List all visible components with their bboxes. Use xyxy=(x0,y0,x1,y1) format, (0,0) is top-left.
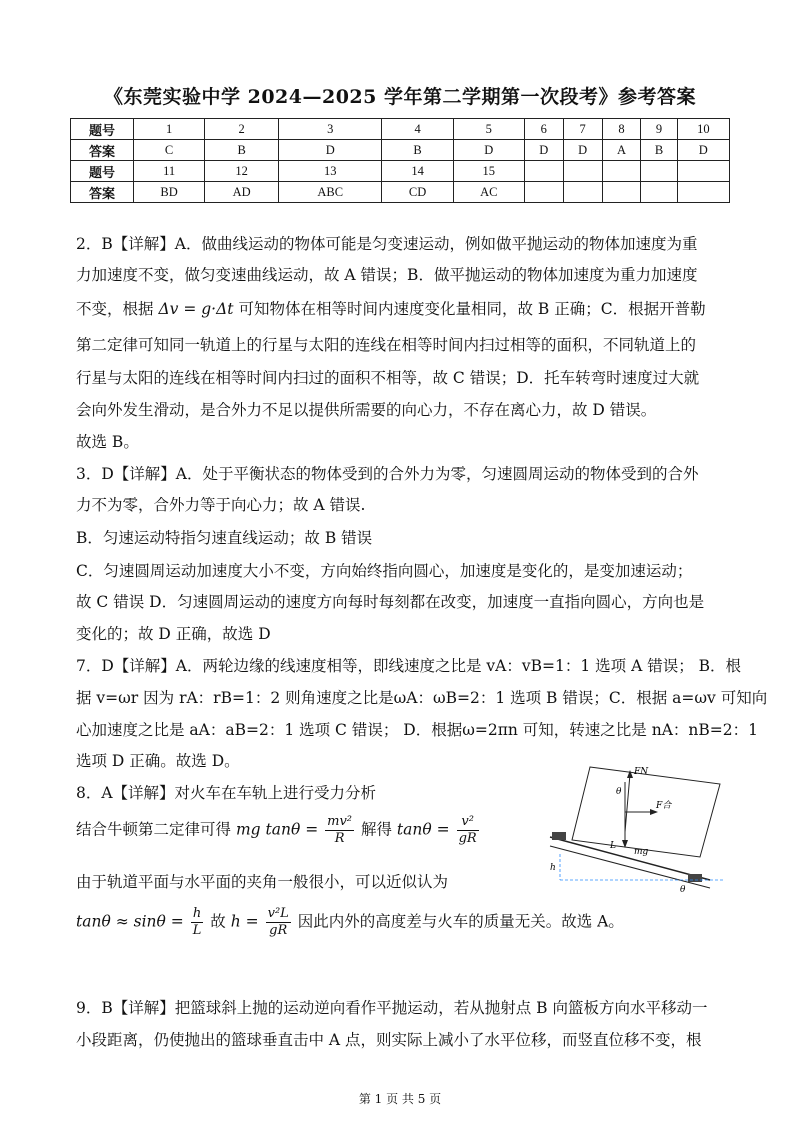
table-cell: 12 xyxy=(205,161,279,182)
normal-force-arrow xyxy=(625,774,630,832)
formula: tanθ ≈ sinθ = xyxy=(76,912,184,931)
denominator: L xyxy=(192,923,202,938)
table-cell xyxy=(524,161,563,182)
table-cell xyxy=(677,161,729,182)
table-cell: ABC xyxy=(279,182,382,203)
q3-line: 3．D【详解】A．处于平衡状态的物体受到的合外力为零，匀速圆周运动的物体受到的合外 xyxy=(76,465,699,483)
formula: tanθ = xyxy=(396,820,450,839)
denominator: gR xyxy=(458,831,477,846)
table-cell xyxy=(602,161,641,182)
table-cell: 3 xyxy=(279,119,382,140)
q3-line: 力不为零，合外力等于向心力；故 A 错误. xyxy=(76,496,366,514)
fraction xyxy=(266,906,291,939)
q8-line-with-formula xyxy=(76,814,481,847)
table-cell xyxy=(524,182,563,203)
table-cell: 7 xyxy=(563,119,602,140)
table-cell: BD xyxy=(134,182,205,203)
table-cell: B xyxy=(205,140,279,161)
q7-line: 据 v=ωr 因为 rA：rB=1：2 则角速度之比是ωA：ωB=2：1 选项 B 错误；C．根据 a=ωv 可知向 xyxy=(76,689,768,707)
table-row xyxy=(71,182,730,203)
table-cell: A xyxy=(602,140,641,161)
q3-line: B．匀速运动特指匀速直线运动；故 B 错误 xyxy=(76,529,373,547)
table-cell: D xyxy=(524,140,563,161)
text-span: 不变，根据 xyxy=(76,300,154,318)
q9-line: 9．B【详解】把篮球斜上抛的运动逆向看作平抛运动，若从抛射点 B 向篮板方向水平移动一 xyxy=(76,999,708,1017)
q7-line: 7．D【详解】A．两轮边缘的线速度相等，即线速度之比是 vA：vB=1：1 选项 A 错误； B．根 xyxy=(76,657,742,675)
denominator: gR xyxy=(269,923,288,938)
q2-line: 2．B【详解】A．做曲线运动的物体可能是匀变速运动，例如做平抛运动的物体加速度为重 xyxy=(76,235,698,253)
page-footer: 第 1 页 共 5 页 xyxy=(358,1092,442,1106)
fraction xyxy=(325,814,354,847)
table-cell: D xyxy=(279,140,382,161)
label-fn: FN xyxy=(634,767,649,777)
label-theta-angle: θ xyxy=(680,885,686,895)
rail-block xyxy=(552,832,566,840)
formula: Δv = g·Δt xyxy=(158,300,234,318)
label-theta: θ xyxy=(616,787,622,797)
label-mg: mg xyxy=(634,847,649,857)
q9-line: 小段距离，仍使抛出的篮球垂直击中 A 点，则实际上减小了水平位移，而竖直位移不变，根 xyxy=(76,1031,702,1049)
numerator: v²L xyxy=(267,906,289,921)
train-force-diagram xyxy=(530,762,730,902)
arrowhead xyxy=(627,770,633,778)
text-span: 可知物体在相等时间内速度变化量相同，故 B 正确；C．根据开普勒 xyxy=(238,300,706,318)
text-span: 解得 xyxy=(360,820,392,839)
table-cell xyxy=(677,182,729,203)
table-cell: 2 xyxy=(205,119,279,140)
fraction xyxy=(191,906,204,939)
table-cell: C xyxy=(134,140,205,161)
table-cell xyxy=(563,161,602,182)
q2-line: 会向外发生滑动，是合外力不足以提供所需要的向心力，不存在离心力，故 D 错误。 xyxy=(76,401,657,419)
row-header-answer: 答案 xyxy=(71,140,134,161)
table-cell: 4 xyxy=(382,119,453,140)
page-title: 《东莞实验中学 2024—2025 学年第二学期第一次段考》参考答案 xyxy=(104,86,696,108)
fraction xyxy=(457,814,479,847)
q8-line-with-formula xyxy=(76,906,624,939)
text-span: 因此内外的高度差与火车的质量无关。故选 A。 xyxy=(297,912,624,931)
table-cell xyxy=(563,182,602,203)
q8-line: 8．A【详解】对火车在车轨上进行受力分析 xyxy=(76,784,377,802)
q7-line: 选项 D 正确。故选 D。 xyxy=(76,752,240,770)
table-cell: 14 xyxy=(382,161,453,182)
numerator: mv² xyxy=(327,814,353,829)
table-row xyxy=(71,140,730,161)
table-cell: 9 xyxy=(641,119,677,140)
q8-line: 由于轨道平面与水平面的夹角一般很小，可以近似认为 xyxy=(76,873,449,891)
q3-line: C．匀速圆周运动加速度大小不变，方向始终指向圆心，加速度是变化的，是变加速运动； xyxy=(76,562,693,580)
table-cell xyxy=(602,182,641,203)
inclined-track xyxy=(550,837,710,880)
numerator: h xyxy=(191,906,204,923)
text-span: 故 xyxy=(210,912,226,931)
table-cell: D xyxy=(453,140,524,161)
label-net-force: F合 xyxy=(656,801,672,811)
q3-line: 故 C 错误 D．匀速圆周运动的速度方向每时每刻都在改变，加速度一直指向圆心，方向也是 xyxy=(76,593,705,611)
table-cell: D xyxy=(677,140,729,161)
row-header-number: 题号 xyxy=(71,161,134,182)
label-h: h xyxy=(550,863,556,873)
q2-line: 力加速度不变，做匀变速曲线运动，故 A 错误；B．做平抛运动的物体加速度为重力加速度 xyxy=(76,266,698,284)
table-cell: 5 xyxy=(453,119,524,140)
table-cell: 1 xyxy=(134,119,205,140)
table-cell: 11 xyxy=(134,161,205,182)
numerator: v² xyxy=(457,814,479,831)
q7-line: 心加速度之比是 aA：aB=2：1 选项 C 错误； D．根据ω=2πn 可知，转速之比是 nA：nB=2：1 xyxy=(76,721,758,739)
table-cell: 6 xyxy=(524,119,563,140)
table-row xyxy=(71,161,730,182)
q2-line: 第二定律可知同一轨道上的行星与太阳的连线在相等时间内扫过相等的面积，不同轨道上的 xyxy=(76,336,697,354)
rail-block xyxy=(688,874,702,882)
table-cell: 15 xyxy=(453,161,524,182)
text-span: 结合牛顿第二定律可得 xyxy=(76,820,232,839)
table-cell: D xyxy=(563,140,602,161)
table-cell xyxy=(641,182,677,203)
table-cell: 8 xyxy=(602,119,641,140)
table-cell: CD xyxy=(382,182,453,203)
q2-line-with-formula xyxy=(76,297,706,319)
answer-table xyxy=(70,118,730,203)
denominator: R xyxy=(334,831,345,846)
table-cell: 13 xyxy=(279,161,382,182)
row-header-number: 题号 xyxy=(71,119,134,140)
table-row xyxy=(71,119,730,140)
formula: mg tanθ = xyxy=(235,820,319,839)
inclined-track-lower xyxy=(550,846,710,888)
label-l: L xyxy=(610,841,616,851)
q2-line: 故选 B。 xyxy=(76,433,139,451)
table-cell: AD xyxy=(205,182,279,203)
row-header-answer: 答案 xyxy=(71,182,134,203)
q2-line: 行星与太阳的连线在相等时间内扫过的面积不相等，故 C 错误；D．托车转弯时速度过大就 xyxy=(76,369,700,387)
table-cell xyxy=(641,161,677,182)
table-cell: 10 xyxy=(677,119,729,140)
q3-line: 变化的；故 D 正确，故选 D xyxy=(76,625,271,643)
table-cell: B xyxy=(641,140,677,161)
formula: h = xyxy=(230,912,259,931)
table-cell: AC xyxy=(453,182,524,203)
table-cell: B xyxy=(382,140,453,161)
